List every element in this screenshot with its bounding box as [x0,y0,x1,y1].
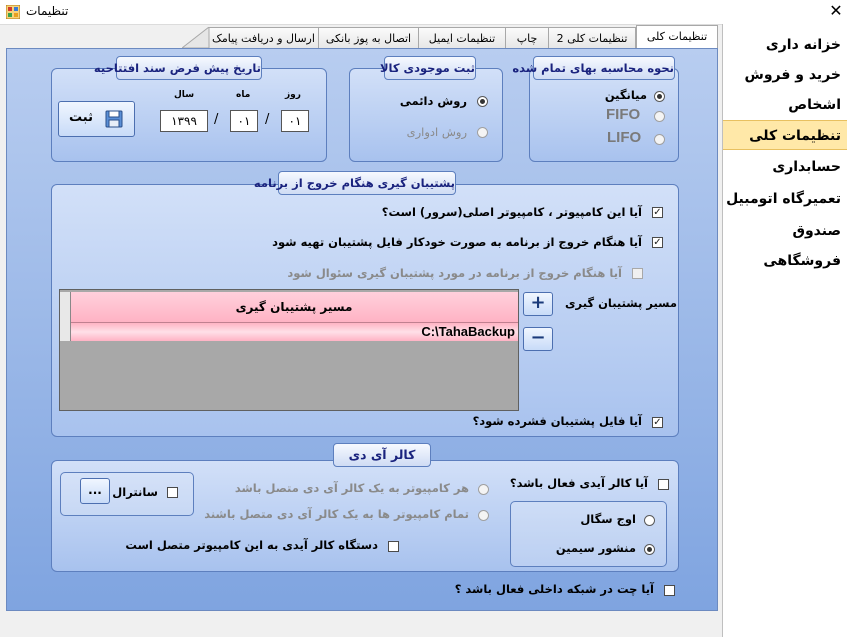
sidebar-nav [722,24,850,637]
sidebar-item-treasury[interactable]: خزانه داری [765,37,841,53]
tab-edge-decoration [182,27,210,49]
ask-backup-checkbox[interactable] [632,268,643,279]
tab-print[interactable]: چاپ [505,27,549,49]
inventory-group [349,68,503,162]
lan-chat-checkbox[interactable] [664,585,675,596]
auto-backup-checkbox[interactable]: ✓ [653,237,662,248]
brand-oj-radio[interactable] [644,515,655,526]
device-connected-checkbox[interactable] [388,541,399,552]
cost-method-average-radio[interactable] [654,91,665,102]
is-server-label: آیا این کامپیوتر ، کامپیوتر اصلی(سرور) است؟ [381,205,642,219]
window-title: تنظیمات [26,4,69,18]
grid-header: مسیر پشتیبان گیری [70,292,518,323]
brand-oj-label: اوج سگال [580,512,636,526]
backup-path-label: مسیر پشتیبان گیری [565,296,677,310]
all-pc-radio[interactable] [478,510,489,521]
device-connected-label: دستگاه کالر آیدی به این کامپیوتر متصل است [125,538,378,552]
lan-chat-label: آیا چت در شبکه داخلی فعال باشد ؟ [454,582,654,596]
tab-general-settings-2[interactable]: تنظیمات کلی 2 [548,27,636,49]
tab-general-settings[interactable]: تنظیمات کلی [636,25,718,49]
save-date-label: ثبت [69,110,93,125]
inventory-periodic-label: روش ادواری [406,125,467,139]
cost-method-title: نحوه محاسبه بهای تمام شده [533,56,675,80]
sidebar-item-accounting[interactable]: حسابداری [772,159,841,175]
title-bar [0,0,850,25]
caller-id-enabled-label: آیا کالر آیدی فعال باشد؟ [509,476,648,490]
close-button[interactable]: ✕ [829,1,843,20]
save-icon [105,110,123,128]
brand-manshoor-radio[interactable] [644,544,655,555]
all-pc-label: تمام کامپیوتر ها به یک کالر آی دی متصل باشند [204,507,469,521]
sidebar-item-car-repair[interactable]: تعمیرگاه اتومبیل [726,191,841,207]
each-pc-radio[interactable] [478,484,489,495]
cost-method-fifo-label: FIFO [606,106,641,123]
bottom-bar [0,611,722,637]
table-row[interactable]: C:\TahaBackup [70,323,518,341]
tab-bank-pos[interactable]: اتصال به پوز بانکی [318,27,419,49]
cost-method-average-label: میانگین [604,88,647,102]
compressed-backup-label: آیا فایل پشتیبان فشرده شود؟ [472,414,642,428]
month-label: ماه [236,90,251,100]
inventory-perpetual-label: روش دائمی [399,94,467,108]
default-date-title: تاریخ پیش فرض سند افتتاحیه [116,56,262,80]
cost-method-lifo-label: LIFO [607,129,642,146]
sidebar-item-purchase-sale[interactable]: خرید و فروش [744,67,841,83]
app-icon [6,5,20,19]
compressed-backup-checkbox[interactable]: ✓ [653,417,662,428]
month-input[interactable]: ۰۱ [230,110,258,132]
tab-sms[interactable]: ارسال و دریافت پیامک [208,27,319,49]
is-server-checkbox[interactable]: ✓ [653,207,662,218]
date-separator: / [214,112,219,127]
sidebar-item-general-settings[interactable]: تنظیمات کلی [723,120,847,150]
backup-path-grid [59,289,519,411]
day-label: روز [285,90,301,100]
ask-backup-label: آیا هنگام خروج از برنامه در مورد پشتیبان گیری سئوال شود [287,266,622,280]
inventory-periodic-radio[interactable] [477,127,488,138]
auto-backup-label: آیا هنگام خروج از برنامه به صورت خودکار فایل پشتیبان تهیه شود [272,235,642,249]
grid-row-header [60,292,71,341]
cost-method-lifo-radio[interactable] [654,134,665,145]
year-input[interactable]: ۱۳۹۹ [160,110,208,132]
date-separator: / [265,112,270,127]
sidebar-item-persons[interactable]: اشخاص [788,97,841,113]
save-date-button[interactable] [58,101,135,137]
brand-manshoor-label: منشور سیمین [555,541,636,555]
caller-id-enabled-checkbox[interactable] [658,479,669,490]
caller-brand-box [510,501,667,567]
year-label: سال [174,90,195,100]
sidebar-item-pos[interactable]: صندوق فروشگاهی [763,223,841,269]
add-path-button[interactable]: + [523,292,553,316]
browse-button[interactable]: ... [80,478,110,504]
inventory-title: ثبت موجودی کالا [384,56,476,80]
inventory-perpetual-radio[interactable] [477,96,488,107]
day-input[interactable]: ۰۱ [281,110,309,132]
remove-path-button[interactable]: − [523,327,553,351]
tab-email-settings[interactable]: تنظیمات ایمیل [418,27,506,49]
centrex-label: سانترال [112,485,158,499]
caller-id-title: کالر آی دی [333,443,431,467]
each-pc-label: هر کامپیوتر به یک کالر آی دی متصل باشد [234,481,469,495]
centrex-checkbox[interactable] [167,487,178,498]
cost-method-fifo-radio[interactable] [654,111,665,122]
backup-title: پشتیبان گیری هنگام خروج از برنامه [278,171,456,195]
